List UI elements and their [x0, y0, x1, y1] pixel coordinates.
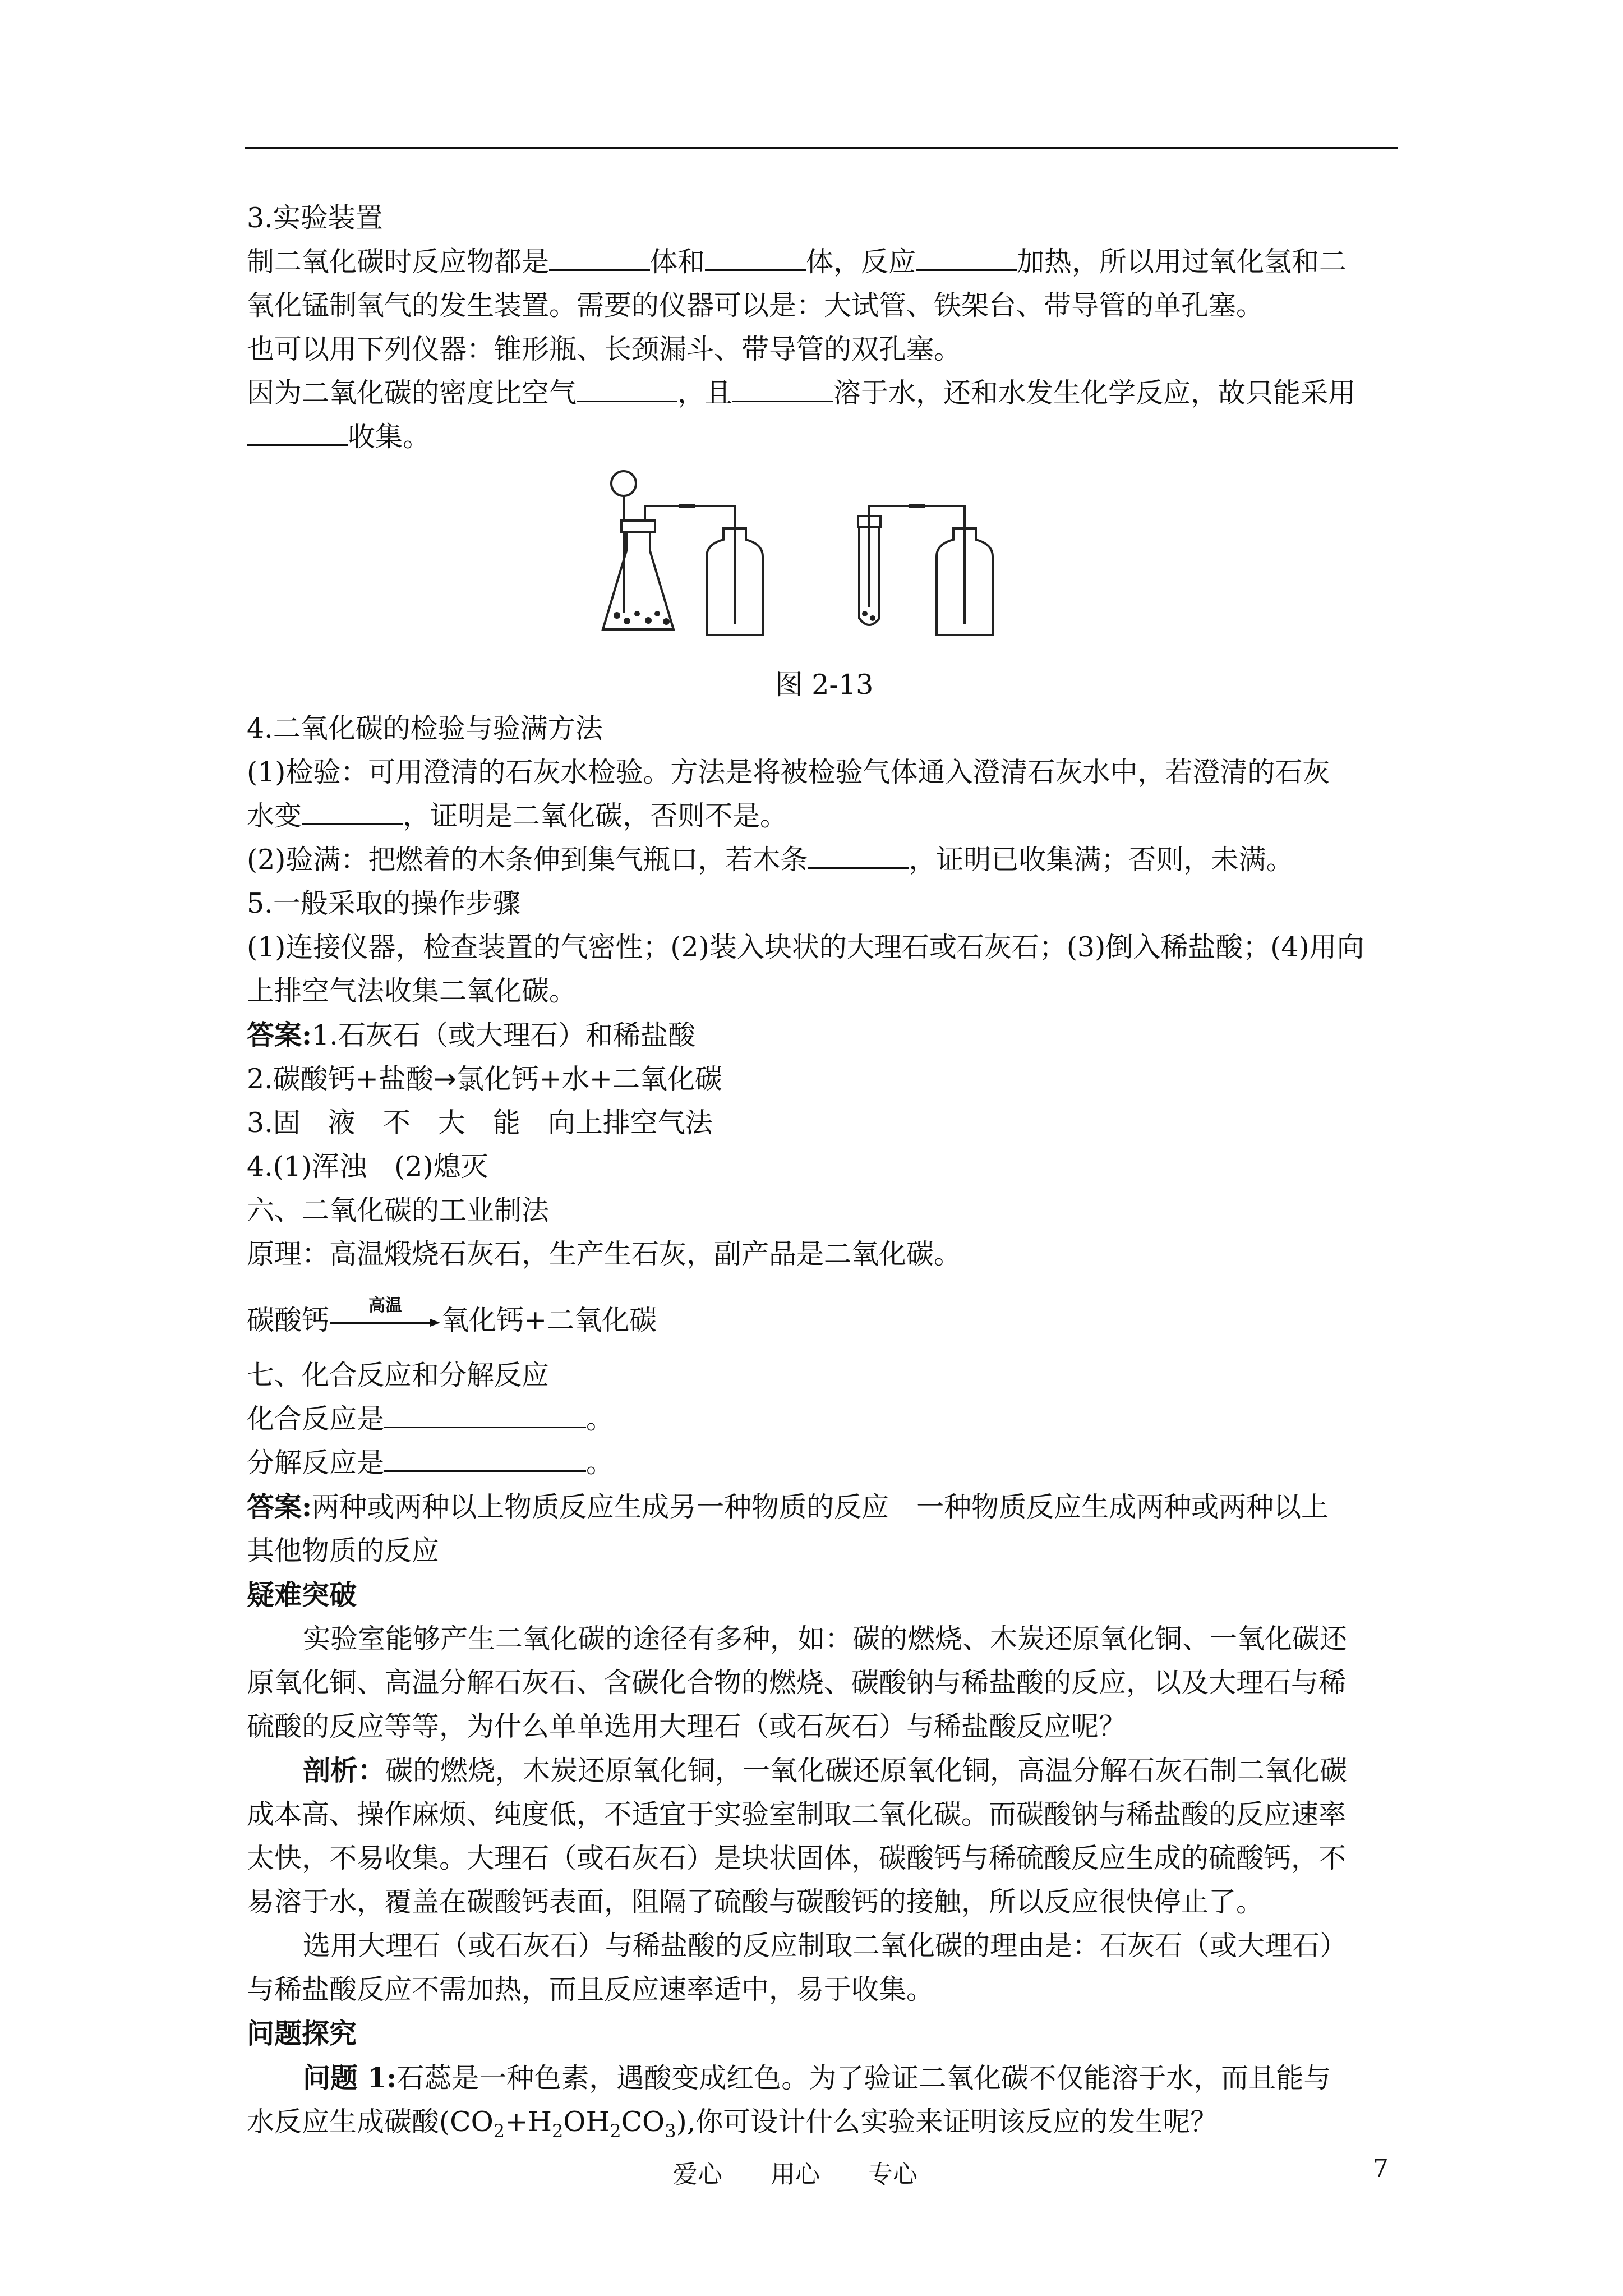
question-label: 问题 1:: [303, 2062, 397, 2094]
section-7-paragraph-1: 化合反应是 。: [247, 1397, 1402, 1441]
section-5-title: 5.一般采取的操作步骤: [247, 887, 520, 919]
page-number: 7: [1373, 2154, 1389, 2183]
answer-label: 答案:: [247, 1490, 312, 1523]
section-5-paragraph-1: (1)连接仪器，检查装置的气密性；(2)装入块状的大理石或石灰石；(3)倒入稀盐酸；(4)用向: [247, 931, 1364, 963]
answer-5-continued: 其他物质的反应: [247, 1535, 440, 1567]
section-4-paragraph-1: (1)检验：可用澄清的石灰水检验。方法是将被检验气体通入澄清石灰水中，若澄清的石灰: [247, 756, 1330, 788]
answer-blank: [384, 1441, 586, 1472]
answer-2: 2.碳酸钙+盐酸→氯化钙+水+二氧化碳: [247, 1063, 722, 1095]
difficulty-paragraph-3: 硫酸的反应等等，为什么单单选用大理石（或石灰石）与稀盐酸反应呢？: [247, 1710, 1127, 1742]
section-4-paragraph-2: 水变 ，证明是二氧化碳，否则不是。: [247, 794, 1402, 838]
apparatus-figure: [247, 467, 1402, 663]
section-6-paragraph-1: 原理：高温煅烧石灰石，生产生石灰，副产品是二氧化碳。: [247, 1238, 962, 1270]
section-5-paragraph-2: 上排空气法收集二氧化碳。: [247, 975, 577, 1007]
answer-blank: [705, 240, 806, 271]
reason-paragraph-2: 与稀盐酸反应不需加热，而且反应速率适中，易于收集。: [247, 1973, 934, 2005]
analysis-label: 剖析：: [303, 1754, 386, 1787]
section-3-paragraph-4: 因为二氧化碳的密度比空气 ，且 溶于水，还和水发生化学反应，故只能采用: [247, 371, 1402, 415]
answer-blank: [247, 415, 348, 446]
section-7-paragraph-2: 分解反应是 。: [247, 1441, 1402, 1485]
analysis-paragraph-4: 易溶于水，覆盖在碳酸钙表面，阻隔了硫酸与碳酸钙的接触，所以反应很快停止了。: [247, 1886, 1264, 1918]
section-3-paragraph-3: 也可以用下列仪器：锥形瓶、长颈漏斗、带导管的双孔塞。: [247, 333, 962, 365]
answer-5: 答案:两种或两种以上物质反应生成另一种物质的反应 一种物质反应生成两种或两种以上: [247, 1490, 1329, 1523]
answer-1: 答案:1.石灰石（或大理石）和稀盐酸: [247, 1019, 695, 1051]
answer-blank: [549, 240, 650, 271]
analysis-paragraph-3: 太快，不易收集。大理石（或石灰石）是块状固体，碳酸钙与稀硫酸反应生成的硫酸钙，不: [247, 1842, 1347, 1874]
header-rule: [245, 147, 1398, 149]
section-3-title: 3.实验装置: [247, 202, 383, 234]
funnel-bulb: [611, 471, 636, 496]
answer-3: 3.固 液 不 大 能 向上排空气法: [247, 1107, 713, 1139]
section-6-equation: 碳酸钙 高温 氧化钙+二氧化碳: [247, 1295, 657, 1336]
condition-arrow: [329, 1295, 441, 1334]
difficulty-paragraph-2: 原氧化铜、高温分解石灰石、含碳化合物的燃烧、碳酸钠与稀盐酸的反应，以及大理石与稀: [247, 1667, 1347, 1699]
difficulty-title: 疑难突破: [247, 1579, 357, 1611]
question-1-paragraph-1: 问题 1:石蕊是一种色素，遇酸变成红色。为了验证二氧化碳不仅能溶于水，而且能与: [303, 2062, 1331, 2094]
question-1-paragraph-2: 水反应生成碳酸$(CO_2+H_2OH_2CO_3)$,你可设计什么实验来证明该反应的发生呢？: [247, 2106, 1218, 2142]
answer-4: 4.(1)浑浊 (2)熄灭: [247, 1151, 488, 1182]
difficulty-paragraph-1: 实验室能够产生二氧化碳的途径有多种，如：碳的燃烧、木炭还原氧化铜、一氧化碳还: [303, 1623, 1348, 1655]
analysis-paragraph-2: 成本高、操作麻烦、纯度低，不适宜于实验室制取二氧化碳。而碳酸钠与稀盐酸的反应速率: [247, 1798, 1347, 1830]
page-content: [247, 196, 1402, 2153]
analysis-paragraph-1: 剖析：碳的燃烧，木炭还原氧化铜，一氧化碳还原氧化铜，高温分解石灰石制二氧化碳: [303, 1754, 1348, 1787]
section-4-title: 4.二氧化碳的检验与验满方法: [247, 712, 603, 744]
answer-blank: [577, 371, 677, 402]
answer-blank: [808, 838, 909, 869]
section-4-paragraph-3: (2)验满：把燃着的木条伸到集气瓶口，若木条 ，证明已收集满；否则，未满。: [247, 838, 1402, 882]
condition-label: 高温: [368, 1295, 403, 1315]
section-6-title: 六、二氧化碳的工业制法: [247, 1194, 550, 1226]
answer-blank: [302, 794, 403, 825]
reaction-arrow: →: [433, 1063, 457, 1095]
apparatus-drawing: [594, 467, 1054, 646]
section-7-title: 七、化合反应和分解反应: [247, 1359, 550, 1391]
explore-title: 问题探究: [247, 2017, 357, 2050]
section-3-paragraph-5: 收集。: [247, 415, 1402, 459]
answer-blank: [384, 1397, 586, 1428]
figure-caption: 图 2-13: [775, 669, 874, 701]
answer-blank: [916, 240, 1017, 271]
section-3-paragraph-1: 制二氧化碳时反应物都是 体和 体，反应 加热，所以用过氧化氢和二: [247, 240, 1402, 284]
footer-slogan: 爱心 用心 专心: [673, 2160, 917, 2189]
answer-blank: [732, 371, 833, 402]
reason-paragraph-1: 选用大理石（或石灰石）与稀盐酸的反应制取二氧化碳的理由是：石灰石（或大理石）: [303, 1930, 1348, 1962]
answer-label: 答案:: [247, 1019, 312, 1051]
section-3-paragraph-2: 氧化锰制氧气的发生装置。需要的仪器可以是：大试管、铁架台、带导管的单孔塞。: [247, 289, 1264, 321]
